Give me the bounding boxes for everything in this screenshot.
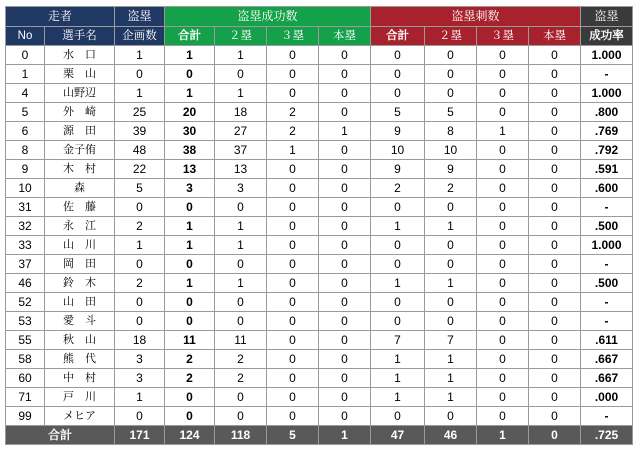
cell-success-rate: .000 (581, 388, 633, 407)
cell-caught-home: 0 (529, 160, 581, 179)
cell-success-rate: - (581, 198, 633, 217)
cell-attempts: 3 (115, 369, 165, 388)
total-success-home: 1 (319, 426, 371, 445)
cell-success-rate: .667 (581, 369, 633, 388)
cell-success-3b: 0 (267, 236, 319, 255)
header-attempts: 企画数 (115, 27, 165, 46)
cell-caught-3b: 0 (477, 103, 529, 122)
table-row (6, 179, 633, 198)
table-row (6, 217, 633, 236)
cell-success-home: 0 (319, 312, 371, 331)
cell-caught-3b: 0 (477, 274, 529, 293)
cell-caught-3b: 0 (477, 236, 529, 255)
cell-player-name: 永 江 (45, 217, 115, 236)
cell-success-total: 0 (165, 65, 215, 84)
cell-success-home: 0 (319, 293, 371, 312)
cell-caught-total: 0 (371, 293, 425, 312)
cell-caught-total: 0 (371, 198, 425, 217)
cell-success-home: 0 (319, 198, 371, 217)
cell-caught-home: 0 (529, 103, 581, 122)
table-row (6, 84, 633, 103)
cell-success-total: 1 (165, 217, 215, 236)
cell-success-home: 0 (319, 350, 371, 369)
cell-caught-total: 0 (371, 84, 425, 103)
cell-player-name: 佐 藤 (45, 198, 115, 217)
cell-no: 53 (6, 312, 45, 331)
table-row (6, 103, 633, 122)
cell-success-3b: 0 (267, 350, 319, 369)
cell-success-2b: 1 (215, 274, 267, 293)
cell-caught-home: 0 (529, 179, 581, 198)
cell-caught-2b: 1 (425, 350, 477, 369)
cell-success-3b: 0 (267, 388, 319, 407)
cell-no: 58 (6, 350, 45, 369)
cell-attempts: 1 (115, 388, 165, 407)
header-rate-bottom: 成功率 (581, 27, 633, 46)
cell-no: 0 (6, 46, 45, 65)
cell-success-total: 38 (165, 141, 215, 160)
cell-caught-home: 0 (529, 255, 581, 274)
cell-caught-home: 0 (529, 274, 581, 293)
cell-caught-2b: 9 (425, 160, 477, 179)
cell-success-total: 20 (165, 103, 215, 122)
header-steal-success: 盗塁成功数 (165, 7, 371, 27)
cell-success-total: 0 (165, 407, 215, 426)
cell-success-2b: 1 (215, 217, 267, 236)
cell-success-2b: 0 (215, 65, 267, 84)
cell-attempts: 1 (115, 236, 165, 255)
cell-success-3b: 0 (267, 274, 319, 293)
cell-player-name: 戸 川 (45, 388, 115, 407)
cell-no: 46 (6, 274, 45, 293)
header-no: No (6, 27, 45, 46)
cell-success-2b: 0 (215, 312, 267, 331)
cell-caught-3b: 0 (477, 388, 529, 407)
cell-success-rate: 1.000 (581, 46, 633, 65)
cell-attempts: 22 (115, 160, 165, 179)
cell-success-2b: 2 (215, 369, 267, 388)
header-player-name: 選手名 (45, 27, 115, 46)
cell-no: 37 (6, 255, 45, 274)
cell-success-total: 0 (165, 198, 215, 217)
cell-caught-2b: 8 (425, 122, 477, 141)
player-rows (6, 46, 633, 426)
cell-success-3b: 0 (267, 293, 319, 312)
cell-caught-3b: 0 (477, 179, 529, 198)
cell-success-3b: 0 (267, 160, 319, 179)
cell-caught-2b: 0 (425, 407, 477, 426)
cell-player-name: 鈴 木 (45, 274, 115, 293)
cell-caught-total: 0 (371, 312, 425, 331)
cell-success-total: 1 (165, 274, 215, 293)
total-row (6, 426, 633, 445)
cell-success-rate: 1.000 (581, 84, 633, 103)
stolen-base-stats-table (5, 6, 633, 445)
table-row (6, 160, 633, 179)
cell-attempts: 1 (115, 46, 165, 65)
cell-success-rate: .769 (581, 122, 633, 141)
cell-player-name: メヒア (45, 407, 115, 426)
cell-caught-3b: 0 (477, 293, 529, 312)
table-row (6, 141, 633, 160)
cell-success-rate: - (581, 407, 633, 426)
cell-success-rate: .591 (581, 160, 633, 179)
cell-player-name: 秋 山 (45, 331, 115, 350)
header-caught-2b: ２塁 (425, 27, 477, 46)
cell-caught-home: 0 (529, 312, 581, 331)
cell-attempts: 1 (115, 84, 165, 103)
table-row (6, 369, 633, 388)
cell-caught-2b: 1 (425, 217, 477, 236)
cell-caught-home: 0 (529, 331, 581, 350)
cell-success-home: 0 (319, 274, 371, 293)
header-caught-3b: ３塁 (477, 27, 529, 46)
cell-no: 4 (6, 84, 45, 103)
total-caught-3b: 1 (477, 426, 529, 445)
cell-success-home: 0 (319, 46, 371, 65)
stolen-base-stats-table-wrapper (5, 6, 633, 445)
header-row-bottom (6, 27, 633, 46)
cell-caught-3b: 0 (477, 407, 529, 426)
cell-caught-2b: 0 (425, 65, 477, 84)
cell-caught-2b: 0 (425, 255, 477, 274)
cell-caught-total: 1 (371, 217, 425, 236)
cell-success-home: 0 (319, 103, 371, 122)
cell-success-rate: 1.000 (581, 236, 633, 255)
total-caught-total: 47 (371, 426, 425, 445)
cell-caught-total: 9 (371, 122, 425, 141)
cell-caught-3b: 0 (477, 141, 529, 160)
cell-success-2b: 1 (215, 236, 267, 255)
cell-success-total: 1 (165, 46, 215, 65)
cell-success-total: 13 (165, 160, 215, 179)
cell-caught-3b: 0 (477, 217, 529, 236)
table-row (6, 293, 633, 312)
total-success-2b: 118 (215, 426, 267, 445)
cell-success-3b: 0 (267, 369, 319, 388)
cell-caught-total: 1 (371, 369, 425, 388)
cell-player-name: 山 川 (45, 236, 115, 255)
cell-caught-total: 1 (371, 274, 425, 293)
cell-player-name: 金子侑 (45, 141, 115, 160)
table-row (6, 407, 633, 426)
cell-caught-2b: 1 (425, 369, 477, 388)
cell-caught-total: 0 (371, 236, 425, 255)
cell-caught-home: 0 (529, 217, 581, 236)
cell-success-home: 0 (319, 217, 371, 236)
cell-success-2b: 1 (215, 46, 267, 65)
header-caught-stealing: 盗塁刺数 (371, 7, 581, 27)
cell-success-3b: 0 (267, 255, 319, 274)
cell-caught-2b: 2 (425, 179, 477, 198)
cell-success-total: 30 (165, 122, 215, 141)
cell-player-name: 山野辺 (45, 84, 115, 103)
cell-attempts: 0 (115, 293, 165, 312)
cell-success-2b: 0 (215, 198, 267, 217)
cell-player-name: 熊 代 (45, 350, 115, 369)
table-row (6, 255, 633, 274)
cell-success-home: 0 (319, 65, 371, 84)
header-success-total: 合計 (165, 27, 215, 46)
cell-attempts: 0 (115, 312, 165, 331)
cell-success-2b: 0 (215, 388, 267, 407)
cell-caught-home: 0 (529, 293, 581, 312)
total-caught-home: 0 (529, 426, 581, 445)
cell-success-3b: 0 (267, 198, 319, 217)
cell-player-name: 山 田 (45, 293, 115, 312)
cell-caught-2b: 0 (425, 236, 477, 255)
total-success-total: 124 (165, 426, 215, 445)
header-success-home: 本塁 (319, 27, 371, 46)
table-row (6, 331, 633, 350)
table-row (6, 388, 633, 407)
cell-success-3b: 0 (267, 331, 319, 350)
cell-success-home: 0 (319, 236, 371, 255)
cell-success-3b: 2 (267, 103, 319, 122)
cell-success-2b: 27 (215, 122, 267, 141)
cell-success-rate: .611 (581, 331, 633, 350)
cell-no: 71 (6, 388, 45, 407)
cell-attempts: 3 (115, 350, 165, 369)
cell-success-total: 11 (165, 331, 215, 350)
cell-success-2b: 3 (215, 179, 267, 198)
cell-success-3b: 0 (267, 312, 319, 331)
cell-caught-total: 0 (371, 407, 425, 426)
cell-success-home: 0 (319, 369, 371, 388)
cell-success-home: 0 (319, 388, 371, 407)
cell-attempts: 0 (115, 65, 165, 84)
cell-attempts: 5 (115, 179, 165, 198)
cell-caught-home: 0 (529, 350, 581, 369)
cell-player-name: 水 口 (45, 46, 115, 65)
cell-success-2b: 11 (215, 331, 267, 350)
cell-player-name: 岡 田 (45, 255, 115, 274)
cell-no: 9 (6, 160, 45, 179)
cell-attempts: 48 (115, 141, 165, 160)
cell-success-rate: .800 (581, 103, 633, 122)
cell-success-total: 0 (165, 255, 215, 274)
cell-success-home: 0 (319, 141, 371, 160)
cell-success-total: 0 (165, 293, 215, 312)
cell-success-3b: 0 (267, 407, 319, 426)
cell-success-home: 0 (319, 255, 371, 274)
total-label: 合計 (6, 426, 115, 445)
cell-no: 99 (6, 407, 45, 426)
cell-success-rate: - (581, 65, 633, 84)
cell-player-name: 源 田 (45, 122, 115, 141)
cell-caught-home: 0 (529, 84, 581, 103)
cell-success-home: 0 (319, 160, 371, 179)
cell-attempts: 25 (115, 103, 165, 122)
cell-caught-home: 0 (529, 369, 581, 388)
cell-success-2b: 0 (215, 293, 267, 312)
cell-success-home: 0 (319, 407, 371, 426)
cell-caught-2b: 0 (425, 46, 477, 65)
header-success-2b: ２塁 (215, 27, 267, 46)
cell-caught-home: 0 (529, 46, 581, 65)
cell-attempts: 2 (115, 217, 165, 236)
cell-caught-home: 0 (529, 198, 581, 217)
cell-caught-2b: 1 (425, 274, 477, 293)
cell-success-2b: 2 (215, 350, 267, 369)
header-steal: 盗塁 (115, 7, 165, 27)
cell-player-name: 栗 山 (45, 65, 115, 84)
cell-caught-total: 0 (371, 255, 425, 274)
cell-caught-total: 0 (371, 46, 425, 65)
cell-caught-3b: 0 (477, 65, 529, 84)
cell-success-rate: .792 (581, 141, 633, 160)
cell-player-name: 外 崎 (45, 103, 115, 122)
total-attempts: 171 (115, 426, 165, 445)
cell-caught-3b: 0 (477, 312, 529, 331)
cell-no: 55 (6, 331, 45, 350)
cell-caught-3b: 0 (477, 198, 529, 217)
header-runner: 走者 (6, 7, 115, 27)
cell-no: 31 (6, 198, 45, 217)
cell-attempts: 0 (115, 198, 165, 217)
cell-caught-total: 9 (371, 160, 425, 179)
cell-success-3b: 0 (267, 179, 319, 198)
cell-caught-total: 5 (371, 103, 425, 122)
cell-attempts: 0 (115, 255, 165, 274)
cell-no: 8 (6, 141, 45, 160)
total-success-rate: .725 (581, 426, 633, 445)
cell-player-name: 中 村 (45, 369, 115, 388)
table-row (6, 198, 633, 217)
cell-success-rate: - (581, 293, 633, 312)
cell-caught-2b: 0 (425, 198, 477, 217)
cell-player-name: 愛 斗 (45, 312, 115, 331)
cell-caught-2b: 0 (425, 84, 477, 103)
cell-caught-total: 10 (371, 141, 425, 160)
cell-caught-home: 0 (529, 122, 581, 141)
cell-caught-3b: 0 (477, 160, 529, 179)
header-success-3b: ３塁 (267, 27, 319, 46)
table-row (6, 46, 633, 65)
cell-success-total: 2 (165, 369, 215, 388)
cell-success-2b: 0 (215, 255, 267, 274)
cell-success-rate: - (581, 312, 633, 331)
cell-caught-home: 0 (529, 236, 581, 255)
cell-no: 10 (6, 179, 45, 198)
cell-attempts: 39 (115, 122, 165, 141)
cell-caught-total: 2 (371, 179, 425, 198)
cell-success-2b: 18 (215, 103, 267, 122)
cell-success-total: 1 (165, 236, 215, 255)
header-caught-total: 合計 (371, 27, 425, 46)
cell-no: 5 (6, 103, 45, 122)
cell-caught-2b: 0 (425, 312, 477, 331)
cell-attempts: 2 (115, 274, 165, 293)
table-row (6, 122, 633, 141)
cell-caught-3b: 0 (477, 255, 529, 274)
cell-success-3b: 1 (267, 141, 319, 160)
cell-caught-total: 7 (371, 331, 425, 350)
table-row (6, 350, 633, 369)
cell-caught-total: 0 (371, 65, 425, 84)
cell-caught-3b: 0 (477, 84, 529, 103)
cell-player-name: 木 村 (45, 160, 115, 179)
cell-success-rate: .667 (581, 350, 633, 369)
cell-caught-3b: 0 (477, 46, 529, 65)
cell-success-2b: 1 (215, 84, 267, 103)
cell-success-home: 0 (319, 331, 371, 350)
cell-success-home: 0 (319, 179, 371, 198)
cell-success-home: 0 (319, 84, 371, 103)
cell-success-2b: 37 (215, 141, 267, 160)
cell-caught-home: 0 (529, 141, 581, 160)
cell-success-rate: .500 (581, 274, 633, 293)
cell-success-total: 0 (165, 312, 215, 331)
cell-success-home: 1 (319, 122, 371, 141)
cell-caught-2b: 0 (425, 293, 477, 312)
cell-caught-2b: 5 (425, 103, 477, 122)
cell-attempts: 18 (115, 331, 165, 350)
cell-success-rate: .600 (581, 179, 633, 198)
cell-caught-home: 0 (529, 407, 581, 426)
cell-caught-2b: 1 (425, 388, 477, 407)
cell-attempts: 0 (115, 407, 165, 426)
cell-success-rate: .500 (581, 217, 633, 236)
cell-success-rate: - (581, 255, 633, 274)
cell-no: 60 (6, 369, 45, 388)
cell-success-3b: 2 (267, 122, 319, 141)
table-row (6, 65, 633, 84)
cell-no: 33 (6, 236, 45, 255)
cell-caught-2b: 10 (425, 141, 477, 160)
cell-caught-2b: 7 (425, 331, 477, 350)
table-row (6, 236, 633, 255)
cell-caught-3b: 0 (477, 331, 529, 350)
cell-caught-home: 0 (529, 65, 581, 84)
cell-success-3b: 0 (267, 84, 319, 103)
cell-success-3b: 0 (267, 46, 319, 65)
cell-success-2b: 0 (215, 407, 267, 426)
cell-no: 1 (6, 65, 45, 84)
header-caught-home: 本塁 (529, 27, 581, 46)
cell-caught-home: 0 (529, 388, 581, 407)
cell-caught-3b: 0 (477, 369, 529, 388)
header-row-top (6, 7, 633, 27)
cell-success-total: 3 (165, 179, 215, 198)
total-caught-2b: 46 (425, 426, 477, 445)
cell-no: 52 (6, 293, 45, 312)
total-success-3b: 5 (267, 426, 319, 445)
cell-success-2b: 13 (215, 160, 267, 179)
table-row (6, 312, 633, 331)
cell-success-total: 0 (165, 388, 215, 407)
cell-no: 6 (6, 122, 45, 141)
cell-success-total: 1 (165, 84, 215, 103)
table-row (6, 274, 633, 293)
cell-no: 32 (6, 217, 45, 236)
cell-caught-3b: 1 (477, 122, 529, 141)
cell-success-3b: 0 (267, 65, 319, 84)
cell-caught-3b: 0 (477, 350, 529, 369)
cell-caught-total: 1 (371, 388, 425, 407)
header-rate-top: 盗塁 (581, 7, 633, 27)
cell-success-total: 2 (165, 350, 215, 369)
cell-player-name: 森 (45, 179, 115, 198)
cell-caught-total: 1 (371, 350, 425, 369)
cell-success-3b: 0 (267, 217, 319, 236)
